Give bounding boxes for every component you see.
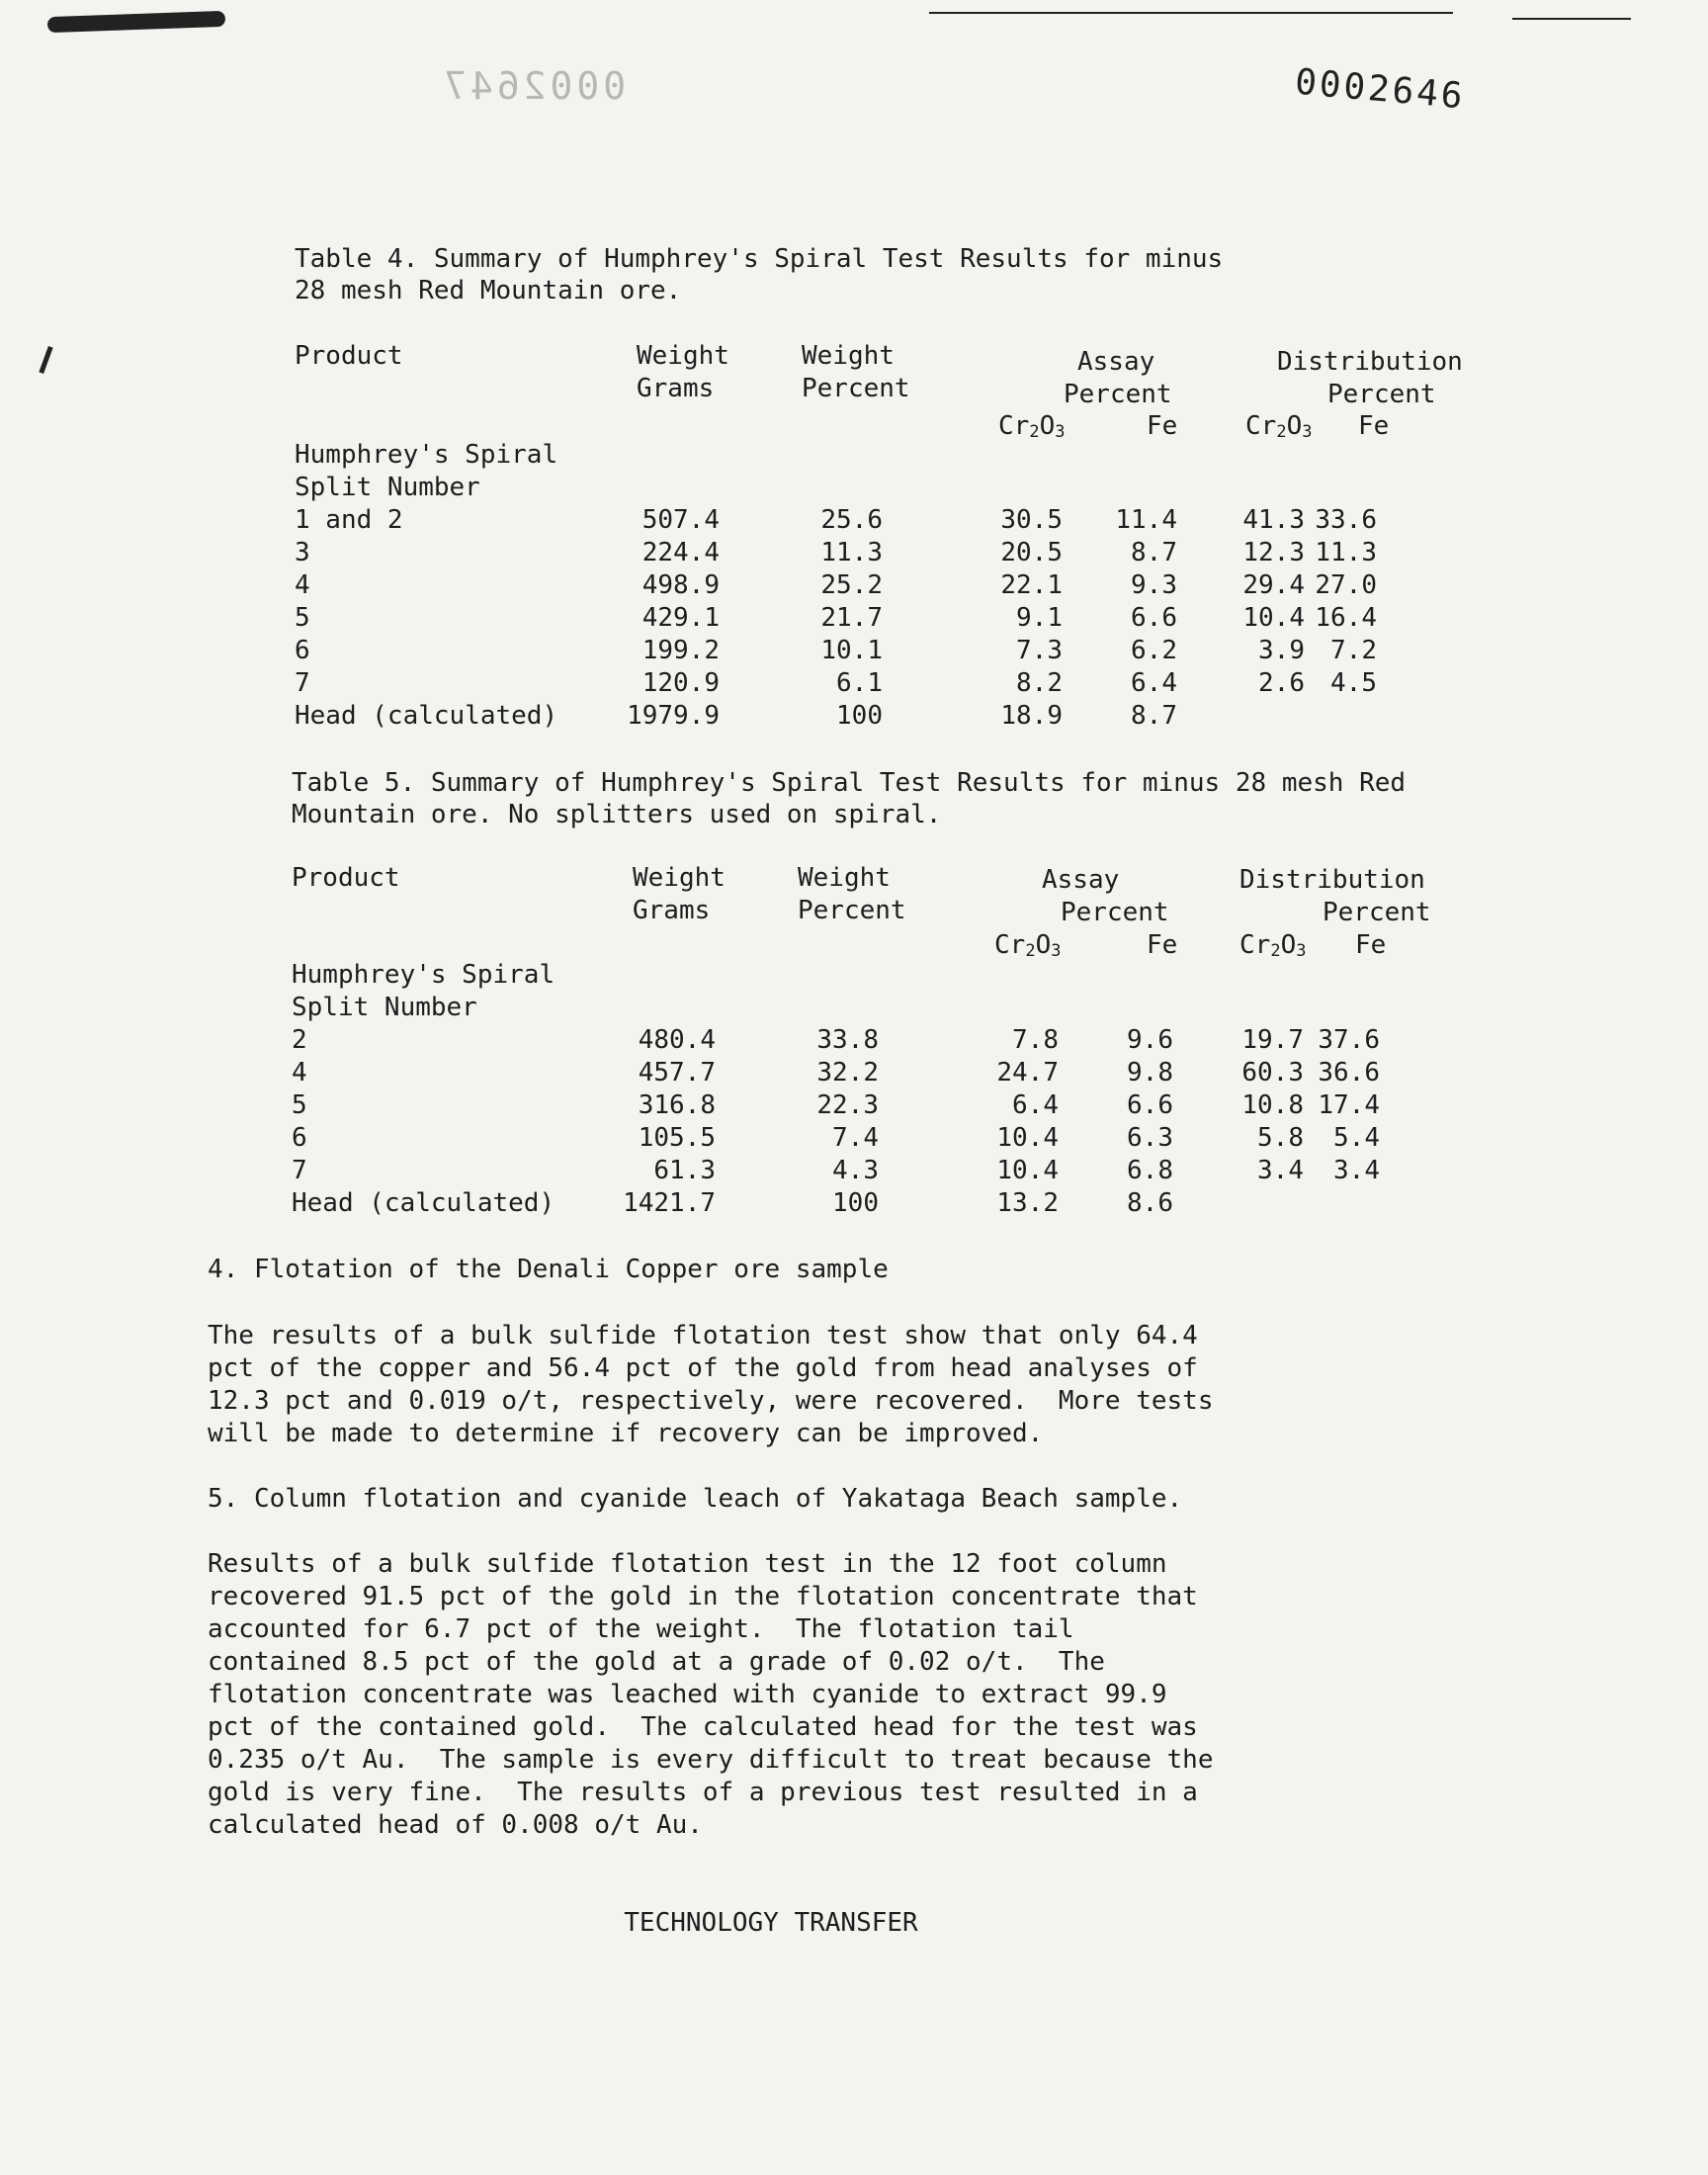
table-cell-dist-fe: 36.6 bbox=[1318, 1058, 1380, 1088]
table-cell-product: 4 bbox=[292, 1058, 307, 1088]
table-cell-assay-fe: 6.6 bbox=[1127, 1090, 1173, 1120]
table5-header-percent: Percent bbox=[798, 896, 906, 925]
table5-header-assay: Assay bbox=[1042, 865, 1120, 895]
section5-line: accounted for 6.7 pct of the weight. The flotation tail bbox=[208, 1614, 1074, 1644]
table-cell-assay-cr2o3: 13.2 bbox=[996, 1188, 1059, 1218]
section5-line: contained 8.5 pct of the gold at a grade of 0.02 o/t. The bbox=[208, 1647, 1105, 1677]
page-number: 0002646 bbox=[1293, 61, 1468, 118]
table4-header-product: Product bbox=[295, 341, 403, 371]
table-cell-product: 2 bbox=[292, 1025, 307, 1055]
table5-header-weight-2: Weight bbox=[798, 863, 891, 893]
table-cell-assay-fe: 9.6 bbox=[1127, 1025, 1173, 1055]
table-cell-dist-cr2o3: 29.4 bbox=[1242, 570, 1305, 600]
table-cell-dist-fe: 4.5 bbox=[1330, 668, 1377, 698]
table-cell-product: 3 bbox=[295, 538, 310, 567]
table-cell-assay-cr2o3: 7.3 bbox=[1016, 636, 1063, 665]
table-cell-dist-cr2o3: 10.8 bbox=[1241, 1090, 1304, 1120]
bleed-through-number: 0002647 bbox=[440, 64, 627, 108]
table4-header-grams: Grams bbox=[637, 374, 715, 403]
table-cell-assay-fe: 6.2 bbox=[1131, 636, 1177, 665]
table4-header-dist-cr2o3: $Cr_2O_3$ bbox=[1245, 411, 1313, 442]
table5-header-distribution: Distribution bbox=[1239, 865, 1425, 895]
table5-row-group: Humphrey's Spiral bbox=[292, 960, 555, 990]
table-cell-dist-cr2o3: 5.8 bbox=[1257, 1123, 1304, 1153]
table-cell-percent: 21.7 bbox=[820, 603, 883, 633]
table5-header-fe: Fe bbox=[1147, 930, 1178, 960]
table-cell-product: 6 bbox=[295, 636, 310, 665]
table-cell-assay-fe: 9.3 bbox=[1131, 570, 1177, 600]
table-cell-dist-fe: 16.4 bbox=[1315, 603, 1377, 633]
table-cell-grams: 507.4 bbox=[641, 505, 720, 535]
table4-header-cr2o3: $Cr_2O_3$ bbox=[998, 411, 1066, 442]
section5-heading: 5. Column flotation and cyanide leach of Yakataga Beach sample. bbox=[208, 1484, 1183, 1514]
table-cell-assay-fe: 11.4 bbox=[1115, 505, 1177, 535]
table-cell-percent: 10.1 bbox=[820, 636, 883, 665]
table5-row-group-2: Split Number bbox=[292, 993, 477, 1022]
table-cell-dist-cr2o3: 3.4 bbox=[1257, 1156, 1304, 1185]
table-cell-assay-cr2o3: 24.7 bbox=[996, 1058, 1059, 1088]
section4-line: The results of a bulk sulfide flotation test show that only 64.4 bbox=[208, 1321, 1198, 1350]
table5-header-grams: Grams bbox=[633, 896, 711, 925]
table-cell-percent: 22.3 bbox=[816, 1090, 879, 1120]
table-cell-dist-cr2o3: 10.4 bbox=[1242, 603, 1305, 633]
table-cell-grams: 105.5 bbox=[638, 1123, 716, 1153]
table-cell-assay-fe: 9.8 bbox=[1127, 1058, 1173, 1088]
table-cell-dist-cr2o3: 2.6 bbox=[1258, 668, 1305, 698]
table-cell-dist-cr2o3: 12.3 bbox=[1242, 538, 1305, 567]
table-cell-percent: 4.3 bbox=[832, 1156, 879, 1185]
table-cell-product: 1 and 2 bbox=[295, 505, 403, 535]
table-cell-dist-fe: 7.2 bbox=[1330, 636, 1377, 665]
table-cell-product: 7 bbox=[295, 668, 310, 698]
table5-caption: Table 5. Summary of Humphrey's Spiral Test Results for minus 28 mesh Red Mountain ore. No splitters used on spiral. bbox=[292, 768, 1407, 829]
table4-header-fe: Fe bbox=[1147, 411, 1178, 441]
table-cell-percent: 25.6 bbox=[820, 505, 883, 535]
table-cell-percent: 7.4 bbox=[832, 1123, 879, 1153]
table5-header-distribution-percent: Percent bbox=[1323, 898, 1431, 927]
table-cell-grams: 480.4 bbox=[638, 1025, 716, 1055]
table-cell-grams: 429.1 bbox=[641, 603, 720, 633]
table-cell-dist-cr2o3: 19.7 bbox=[1241, 1025, 1304, 1055]
table4-header-assay: Assay bbox=[1077, 347, 1155, 377]
table-cell-dist-fe: 11.3 bbox=[1315, 538, 1377, 567]
table-cell-grams: 61.3 bbox=[653, 1156, 716, 1185]
table4-header-distribution-percent: Percent bbox=[1327, 380, 1436, 409]
table-cell-percent: 100 bbox=[832, 1188, 879, 1218]
table-cell-grams: 316.8 bbox=[638, 1090, 716, 1120]
table-cell-dist-cr2o3: 41.3 bbox=[1242, 505, 1305, 535]
section5-line: recovered 91.5 pct of the gold in the flotation concentrate that bbox=[208, 1582, 1198, 1611]
table-cell-dist-fe: 3.4 bbox=[1333, 1156, 1380, 1185]
table-cell-percent: 6.1 bbox=[836, 668, 883, 698]
table-cell-dist-fe: 5.4 bbox=[1333, 1123, 1380, 1153]
table-cell-product: 5 bbox=[292, 1090, 307, 1120]
section5-line: Results of a bulk sulfide flotation test in the 12 foot column bbox=[208, 1549, 1167, 1579]
table-cell-grams: 457.7 bbox=[638, 1058, 716, 1088]
section5-line: 0.235 o/t Au. The sample is every difficult to treat because the bbox=[208, 1745, 1214, 1775]
table-cell-percent: 32.2 bbox=[816, 1058, 879, 1088]
table-cell-product: Head (calculated) bbox=[295, 701, 558, 731]
table-cell-grams: 199.2 bbox=[641, 636, 720, 665]
scan-rule bbox=[1512, 18, 1631, 20]
table-cell-dist-cr2o3: 3.9 bbox=[1258, 636, 1305, 665]
section4-line: will be made to determine if recovery can be improved. bbox=[208, 1419, 1044, 1448]
section4-heading: 4. Flotation of the Denali Copper ore sample bbox=[208, 1255, 889, 1284]
table-cell-assay-fe: 8.7 bbox=[1131, 538, 1177, 567]
table-cell-dist-fe: 27.0 bbox=[1315, 570, 1377, 600]
table-cell-assay-fe: 8.6 bbox=[1127, 1188, 1173, 1218]
table-cell-assay-cr2o3: 6.4 bbox=[1012, 1090, 1059, 1120]
table-cell-assay-fe: 6.4 bbox=[1131, 668, 1177, 698]
table5-header-weight: Weight bbox=[633, 863, 726, 893]
table-cell-product: Head (calculated) bbox=[292, 1188, 555, 1218]
table4-row-group: Humphrey's Spiral bbox=[295, 440, 558, 470]
table-cell-percent: 11.3 bbox=[820, 538, 883, 567]
table-cell-product: 7 bbox=[292, 1156, 307, 1185]
section5-line: flotation concentrate was leached with cyanide to extract 99.9 bbox=[208, 1680, 1167, 1709]
table4-header-percent: Percent bbox=[802, 374, 910, 403]
table-cell-assay-fe: 6.6 bbox=[1131, 603, 1177, 633]
table-cell-percent: 25.2 bbox=[820, 570, 883, 600]
scan-tick bbox=[39, 346, 52, 374]
table5-header-cr2o3: $Cr_2O_3$ bbox=[994, 930, 1062, 961]
table-cell-assay-cr2o3: 7.8 bbox=[1012, 1025, 1059, 1055]
table-cell-assay-cr2o3: 18.9 bbox=[1000, 701, 1063, 731]
table4-header-weight-2: Weight bbox=[802, 341, 895, 371]
table-cell-product: 4 bbox=[295, 570, 310, 600]
table4-header-weight: Weight bbox=[637, 341, 729, 371]
table-cell-dist-fe: 37.6 bbox=[1318, 1025, 1380, 1055]
scan-rule bbox=[929, 12, 1453, 14]
table-cell-grams: 1979.9 bbox=[627, 701, 720, 731]
table-cell-grams: 120.9 bbox=[641, 668, 720, 698]
table-cell-product: 5 bbox=[295, 603, 310, 633]
table-cell-assay-cr2o3: 30.5 bbox=[1000, 505, 1063, 535]
table4-header-assay-percent: Percent bbox=[1064, 380, 1172, 409]
table5-header-dist-fe: Fe bbox=[1355, 930, 1387, 960]
section5-line: pct of the contained gold. The calculated head for the test was bbox=[208, 1712, 1198, 1742]
section5-line: calculated head of 0.008 o/t Au. bbox=[208, 1810, 703, 1840]
table-cell-grams: 498.9 bbox=[641, 570, 720, 600]
table4-row-group-2: Split Number bbox=[295, 473, 480, 502]
table-cell-assay-cr2o3: 22.1 bbox=[1000, 570, 1063, 600]
section5-line: gold is very fine. The results of a previous test resulted in a bbox=[208, 1778, 1198, 1807]
section4-line: 12.3 pct and 0.019 o/t, respectively, were recovered. More tests bbox=[208, 1386, 1214, 1416]
scan-smudge bbox=[47, 11, 225, 33]
table5-header-product: Product bbox=[292, 863, 400, 893]
table-cell-percent: 33.8 bbox=[816, 1025, 879, 1055]
table-cell-dist-fe: 17.4 bbox=[1318, 1090, 1380, 1120]
footer-label: TECHNOLOGY TRANSFER bbox=[624, 1908, 918, 1938]
section4-line: pct of the copper and 56.4 pct of the gold from head analyses of bbox=[208, 1353, 1198, 1383]
table4-caption: Table 4. Summary of Humphrey's Spiral Test Results for minus 28 mesh Red Mountain ore. bbox=[295, 244, 1224, 305]
table-cell-assay-cr2o3: 10.4 bbox=[996, 1156, 1059, 1185]
table5-header-dist-cr2o3: $Cr_2O_3$ bbox=[1239, 930, 1307, 961]
table-cell-assay-cr2o3: 8.2 bbox=[1016, 668, 1063, 698]
table4-header-distribution: Distribution bbox=[1277, 347, 1463, 377]
table-cell-grams: 224.4 bbox=[641, 538, 720, 567]
table-cell-dist-fe: 33.6 bbox=[1315, 505, 1377, 535]
table-cell-assay-fe: 6.8 bbox=[1127, 1156, 1173, 1185]
table-cell-assay-cr2o3: 20.5 bbox=[1000, 538, 1063, 567]
table-cell-assay-cr2o3: 9.1 bbox=[1016, 603, 1063, 633]
table-cell-assay-cr2o3: 10.4 bbox=[996, 1123, 1059, 1153]
table-cell-grams: 1421.7 bbox=[623, 1188, 716, 1218]
table-cell-percent: 100 bbox=[836, 701, 883, 731]
table4-header-dist-fe: Fe bbox=[1358, 411, 1390, 441]
table5-header-assay-percent: Percent bbox=[1061, 898, 1169, 927]
table-cell-product: 6 bbox=[292, 1123, 307, 1153]
table-cell-dist-cr2o3: 60.3 bbox=[1241, 1058, 1304, 1088]
table-cell-assay-fe: 8.7 bbox=[1131, 701, 1177, 731]
table-cell-assay-fe: 6.3 bbox=[1127, 1123, 1173, 1153]
